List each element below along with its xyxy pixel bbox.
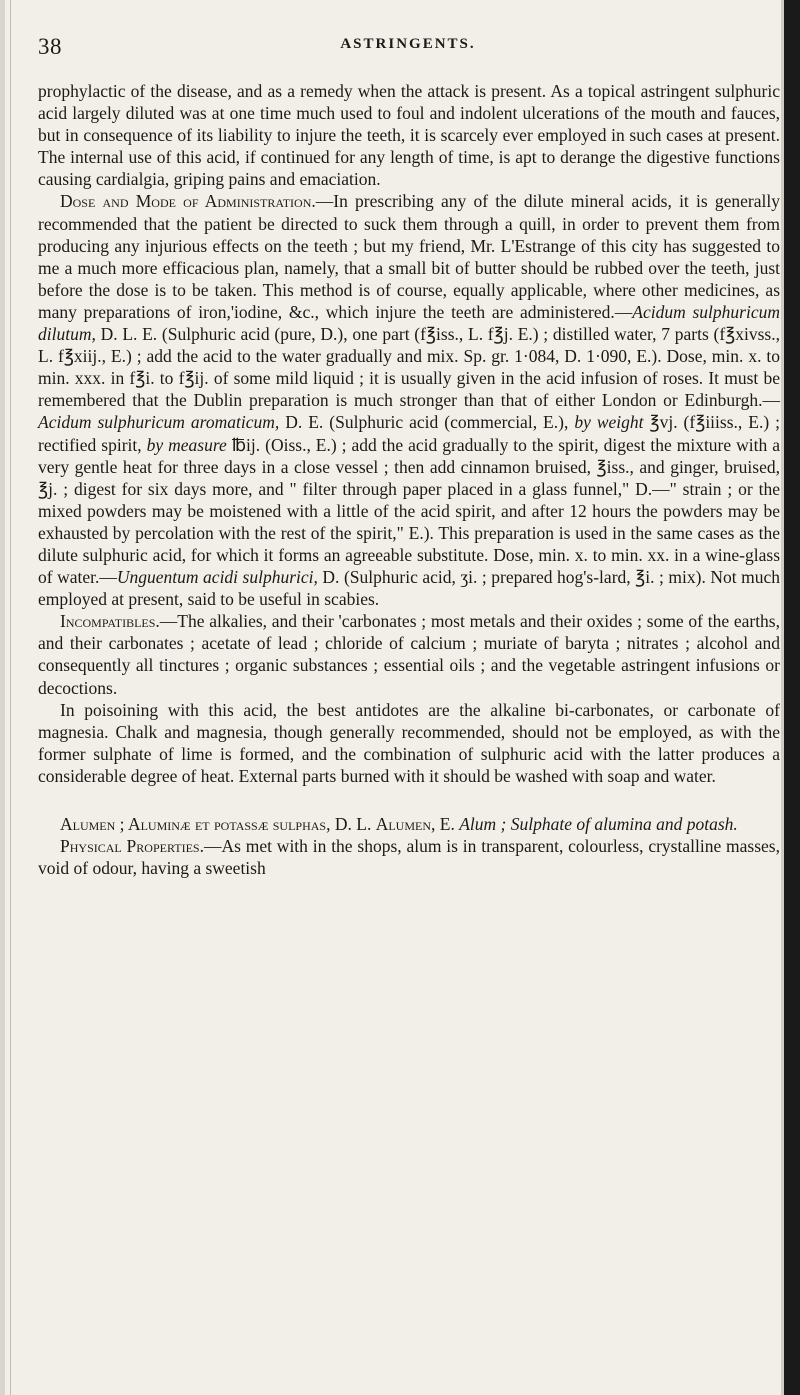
text-run: —As met with in the shops, alum is in transparent, colourless, crystalline masses, void of odour, having a sweetish (38, 836, 780, 879)
small-caps-heading: Alumen, (375, 814, 436, 834)
small-caps-heading: Incompatibles. (60, 611, 160, 632)
text-run: E. (435, 814, 460, 834)
paragraph-p1 (38, 80, 780, 190)
right-binding-shadow (784, 0, 800, 1395)
page-number: 38 (38, 34, 62, 59)
text-run: ℥vj. (f℥iiiss., E.) ; rectified spirit, (38, 412, 780, 455)
paragraph-p2 (38, 190, 780, 610)
small-caps-heading: Physical Properties. (60, 836, 204, 857)
italic-term: Acidum sulphuricum dilutum, (38, 301, 780, 345)
left-page-edge (0, 0, 5, 1395)
small-caps-heading: Alumen ; Aluminæ et potassæ sulphas, (60, 814, 331, 834)
italic-term: Unguentum acidi sulphurici, (116, 567, 318, 588)
body-text (38, 80, 780, 879)
text-run: D. E. (Sulphuric acid (commercial, E.), (279, 412, 575, 433)
paragraph-p4 (38, 699, 780, 787)
text-run: prophylactic of the disease, and as a remedy when the attack is present. As a topical astringent sulphuric acid largely diluted was at one time much used to foul and indolent ulcerations of the mouth and fauces, but in consequence of its liability to injure the teeth, it is scarcely ever employed in such cases at present. The internal use of this acid, if continued for any length of time, is apt to derange the digestive functions causing cardialgia, griping pains and emaciation. (38, 81, 780, 190)
section-gap (38, 787, 780, 813)
paragraph-p5 (38, 813, 780, 835)
text-run: ℔ij. (Oiss., E.) ; add the acid gradually to the spirit, digest the mixture with a very gentle heat for three days in a close vessel ; then add cinnamon bruised, ℥iss., and ginger, bruised, ℥j. ; digest for six days more, and " filter through paper placed in a glass funnel," D.—" strain ; or the mixed powders may be moistened with a little of the acid spirit, and after 12 hours the powders may be exhausted by percolation with the rest of the spirit," E.). This preparation is used in the same cases as the dilute sulphuric acid, for which it forms an agreeable substitute. Dose, min. x. to min. xx. in a wine-glass of water.— (38, 434, 780, 588)
paragraph-p3 (38, 610, 780, 698)
text-run: In poisoining with this acid, the best antidotes are the alkaline bi-carbonates, or carbonate of magnesia. Chalk and magnesia, though generally recommended, should not be employed, as with the former sulphate of lime is formed, and the combination of sulphuric acid with the latter produces a considerable degree of heat. External parts burned with it should be washed with soap and water. (38, 699, 780, 786)
italic-term: by measure (146, 434, 227, 455)
italic-term: Alum ; Sulphate of alumina and potash. (459, 814, 738, 834)
paragraph-p6 (38, 835, 780, 879)
italic-term: Acidum sulphuricum aromaticum, (38, 412, 280, 433)
text-run: D. L. E. (Sulphuric acid (pure, D.), one part (f℥iss., L. f℥j. E.) ; distilled water, 7 parts (f℥xivss., L. f℥xiij., E.) ; add the acid to the water gradually and mix. Sp. gr. 1·084, D. 1·090, E.). Dose, min. x. to min. xxx. in f℥i. to f℥ij. of some mild liquid ; it is usually given in the acid infusion of roses. It must be remembered that the Dublin preparation is much stronger than that of either London or Edinburgh.— (38, 324, 780, 411)
small-caps-heading: Dose and Mode of Administration. (60, 191, 316, 212)
italic-term: by weight (574, 412, 644, 433)
text-run: D. (Sulphuric acid, ʒi. ; prepared hog's-lard, ℥i. ; mix). Not much employed at present, said to be useful in scabies. (38, 567, 780, 610)
page-header (38, 34, 778, 60)
text-run: D. L. (330, 814, 376, 834)
running-head: ASTRINGENTS. (340, 36, 476, 52)
text-run: —The alkalies, and their 'carbonates ; most metals and their oxides ; some of the earths, and their carbonates ; acetate of lead ; chloride of calcium ; muriate of baryta ; nitrates ; alcohol and consequently all tinctures ; organic substances ; essential oils ; and the vegetable astringent infusions or decoctions. (38, 611, 780, 698)
left-margin-rule (10, 0, 11, 1395)
text-run: —In prescribing any of the dilute mineral acids, it is generally recommended that the patient be directed to suck them through a quill, in order to prevent them from producing any injurious effects on the teeth ; but my friend, Mr. L'Estrange of this city has suggested to me a much more efficacious plan, namely, that a small bit of butter should be rubbed over the teeth, just before the dose is to be taken. This method is of course, equally applicable, where other medicines, as many preparations of iron,'iodine, &c., which injure the teeth are administered.— (38, 191, 780, 322)
